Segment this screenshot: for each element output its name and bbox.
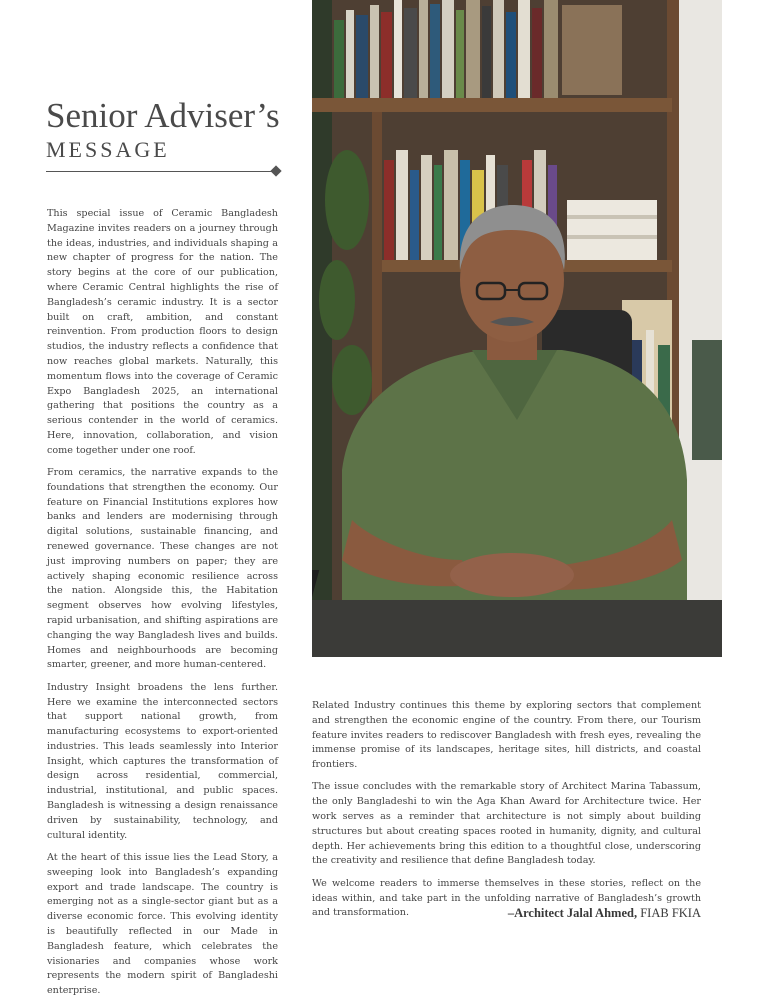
right-column-text: [312, 699, 701, 929]
signature-credentials: FIAB FKIA: [640, 906, 701, 920]
title-divider: [46, 171, 276, 172]
page-subtitle: MESSAGE: [46, 137, 170, 162]
page-title: Senior Adviser’s: [46, 96, 280, 135]
divider-diamond-icon: [270, 165, 281, 176]
paragraph: At the heart of this issue lies the Lead Story, a sweeping look into Bangladesh’s expanding export and trade landscape. The country is emerging not as a single-sector giant but as a diverse economic force. This evolving identity is beautifully reflected in our Made in Bangladesh feature, which celebrates the visionaries and companies whose work represents the modern spirit of Bangladeshi enterprise.: [47, 851, 278, 997]
signature: [508, 906, 701, 921]
signature-name: –Architect Jalal Ahmed,: [507, 906, 638, 920]
paragraph: We welcome readers to immerse themselves in these stories, reflect on the ideas within, and take part in the unfolding narrative of Bangladesh’s growth and transformation.: [312, 877, 701, 919]
paragraph: The issue concludes with the remarkable story of Architect Marina Tabassum, the only Bangladeshi to win the Aga Khan Award for Architecture twice. Her work serves as a reminder that architecture is not simply about building structures but about creating spaces rooted in humanity, dignity, and cultural depth. Her achievements bring this edition to a thoughtful close, underscoring the creativity and resilience that define Bangladesh today.: [312, 781, 701, 867]
paragraph: This special issue of Ceramic Bangladesh Magazine invites readers on a journey through the ideas, industries, and individuals shaping a new chapter of progress for the nation. The story begins at the core of our publication, where Ceramic Central highlights the rise of Bangladesh’s ceramic industry. It is a sector built on craft, ambition, and constant reinvention. From production floors to design studios, the industry reflects a confidence that now reaches global markets. Naturally, this momentum flows into the coverage of Ceramic Expo Bangladesh 2025, an international gathering that positions the country as a serious contender in the world of ceramics. Here, innovation, collaboration, and vision come together under one roof.: [47, 208, 278, 456]
left-column-text: [47, 207, 278, 1006]
adviser-portrait-photo: [312, 0, 722, 657]
paragraph: From ceramics, the narrative expands to the foundations that strengthen the economy. Our feature on Financial Institutions explores how banks and lenders are modernising through digital solutions, sustainable financing, and renewed governance. These changes are not just improving numbers on paper; they are actively shaping economic resilience across the nation. Alongside this, the Habitation segment observes how evolving lifestyles, rapid urbanisation, and shifting aspirations are changing the way Bangladesh lives and builds. Homes and neighbourhoods are becoming smarter, greener, and more human-centered.: [47, 467, 278, 671]
paragraph: Industry Insight broadens the lens further. Here we examine the interconnected sectors that support national growth, from manufacturing ecosystems to export-oriented industries. This leads seamlessly into Interior Insight, which captures the transformation of design across residential, commercial, industrial, institutional, and public spaces. Bangladesh is witnessing a design renaissance driven by sustainability, technology, and cultural identity.: [47, 681, 278, 841]
paragraph: Related Industry continues this theme by exploring sectors that complement and strengthen the economic engine of the country. From there, our Tourism feature invites readers to rediscover Bangladesh with fresh eyes, revealing the immense promise of its landscapes, heritage sites, hill districts, and coastal frontiers.: [312, 700, 701, 771]
